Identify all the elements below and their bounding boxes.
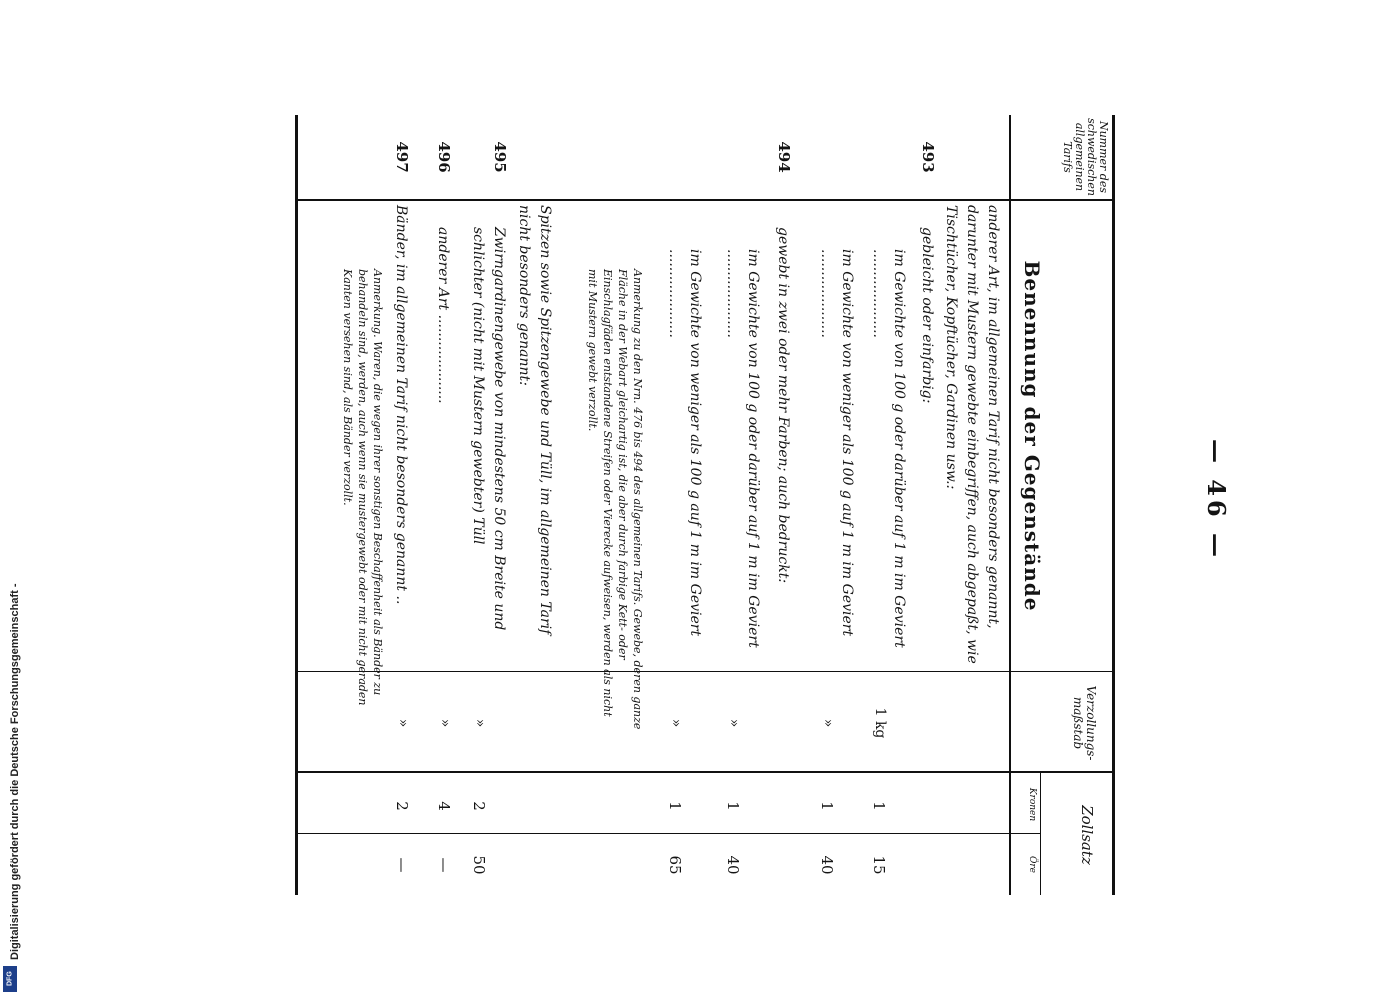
row-massstab: » [437,718,453,728]
row-kronen: 2 [470,801,488,811]
row-description: im Gewichte von 100 g oder darüber auf 1 m im Geviert .................... [724,249,761,648]
row-massstab: » [472,718,488,728]
row-kronen: 1 [870,801,888,811]
header-ore: Öre [1027,855,1037,873]
row-description: anderer Art, im allgemeinen Tarif nicht besonders genannt, darunter mit Mustern gewebte einbegriffen, auch abgepaßt, wie Tischtücher, Kopftücher, Gardinen usw.: [943,205,1001,664]
bottom-rule [295,115,298,895]
row-description: gebleicht oder einfarbig: [919,227,935,404]
row-number: 493 [919,141,937,173]
header-benennung: Benennung der Gegenstände [1020,260,1044,612]
funding-note: Digitalisierung gefördert durch die Deutsche Forschungsgemeinschaft - [9,583,21,960]
row-ore: 40 [818,855,836,875]
row-number: 496 [435,141,453,173]
row-massstab: » [820,718,836,728]
row-number: 494 [775,141,793,173]
top-rule [1112,115,1115,895]
row-annotation: Anmerkung zu den Nrn. 476 bis 494 des allgemeinen Tarifs. Gewebe, deren ganze Fläche in der Webart gleichartig ist, die aber durch farbige Kett- oder Einschlagfäden entstandene Streifen oder Vierecke aufweisen, werden als nicht mit Mustern gewebt verzollt. [586,269,644,730]
row-ore: 15 [870,855,888,875]
row-massstab: 1 kg [872,707,888,739]
row-description: im Gewichte von 100 g oder darüber auf 1 m im Geviert .................... [870,249,907,648]
col-divider-4 [295,833,1041,834]
col-divider-2 [295,671,1115,672]
row-number: 497 [393,141,411,173]
row-kronen: 1 [724,801,742,811]
row-description: Bänder, im allgemeinen Tarif nicht besonders genannt .. [393,205,409,605]
header-zollsatz: Zollsatz [1078,805,1096,865]
row-ore: 40 [724,855,742,875]
header-verzollungsmassstab: Verzollungs-maßstab [1070,685,1098,761]
row-massstab: » [726,718,742,728]
zollsatz-sub-rule [1040,773,1041,895]
row-description: Spitzen sowie Spitzengewebe und Tüll, im allgemeinen Tarif nicht besonders genannt: [516,205,553,635]
row-description: im Gewichte von weniger als 100 g auf 1 m im Geviert .................... [666,249,703,637]
row-description: anderer Art .................... [435,227,451,404]
row-ore: 65 [666,855,684,875]
row-annotation: Anmerkung. Waren, die wegen ihrer sonstigen Beschaffenheit als Bänder zu behandeln sind, werden, auch wenn sie mustergewebt oder mit nicht geraden Kanten versehen sind, als Bänder verzollt. [341,269,384,706]
row-kronen: 1 [666,801,684,811]
row-massstab: » [668,718,684,728]
header-kronen: Kronen [1027,787,1037,822]
page-number: — 46 — [1202,438,1231,562]
row-kronen: 1 [818,801,836,811]
row-massstab: » [395,718,411,728]
row-number: 495 [491,141,509,173]
row-ore: — [393,857,411,873]
row-ore: 50 [470,855,488,875]
col-divider-1 [295,199,1115,201]
row-description: im Gewichte von weniger als 100 g auf 1 m im Geviert .................... [818,249,855,637]
col-divider-3 [295,771,1115,773]
header-rule [1009,115,1011,895]
dfg-logo: DFG [3,966,17,992]
row-description: Zwirngardinengewebe von mindestens 50 cm Breite und schlichter (nicht mit Mustern gewebter) Tüll [470,227,507,631]
row-kronen: 2 [393,801,411,811]
row-description: gewebt in zwei oder mehr Farben; auch bedruckt: [775,227,791,584]
header-nummer: Nummer des schwedischen allgemeinen Tarifs [1060,118,1110,196]
funding-sidebar [0,0,22,1000]
row-ore: — [435,857,453,873]
tariff-table [295,115,1115,895]
row-kronen: 4 [435,801,453,811]
